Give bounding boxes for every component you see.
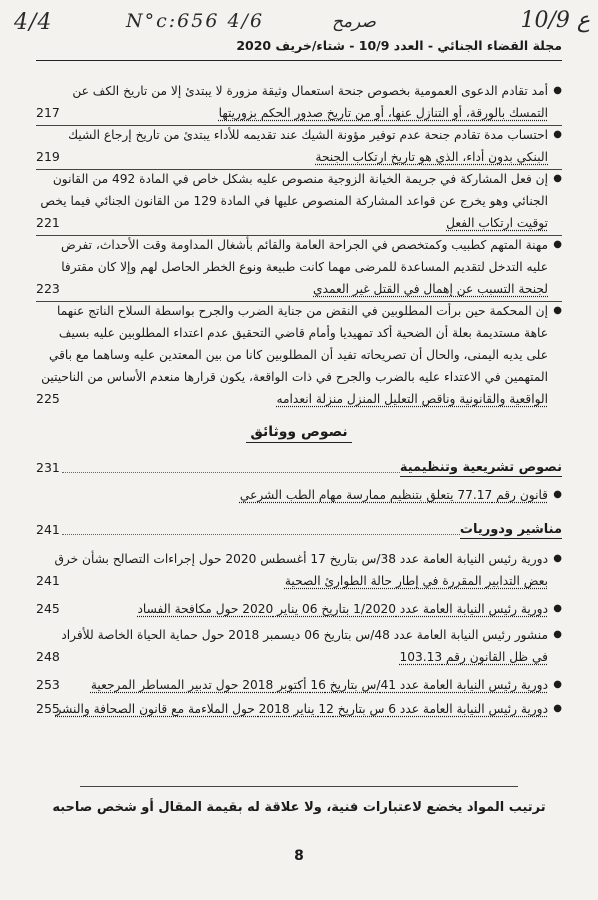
entry-line: على يديه اليمنى، والحال أن تصريحاته تفيد أن المطلوبين كانا من بين المعتدين عليه وساهما مع باقي bbox=[48, 348, 548, 362]
entry-line: أمد تقادم الدعوى العمومية بخصوص جنحة استعمال وثيقة مزورة لا يبتدئ إلا من تاريخ الكف عن bbox=[72, 84, 548, 98]
bullet-icon: ● bbox=[553, 305, 562, 316]
entry-page: 241 bbox=[36, 573, 60, 588]
entry-line: دورية رئيس النيابة العامة عدد 6 س بتاريخ 12 يناير 2018 حول الملاءمة مع قانون الصحافة والنشر bbox=[55, 702, 548, 716]
entry-line: قانون رقم 77.17 يتعلق بتنظيم ممارسة مهام الطب الشرعي bbox=[239, 488, 548, 502]
running-header: مجلة القضاء الجنائي - العدد 10/9 - شتاء/خريف 2020 bbox=[36, 38, 562, 61]
bullet-icon: ● bbox=[553, 129, 562, 140]
toc-entry bbox=[36, 624, 562, 668]
bullet-icon: ● bbox=[553, 553, 562, 564]
page-number: 8 bbox=[294, 848, 304, 864]
entry-page: 221 bbox=[36, 215, 60, 230]
subsection-page: 231 bbox=[36, 460, 60, 475]
entry-line: البنكي بدون أداء، الذي هو تاريخ ارتكاب الجنحة bbox=[315, 150, 548, 164]
bullet-icon: ● bbox=[553, 489, 562, 500]
toc-entry bbox=[36, 548, 562, 592]
entry-page: 248 bbox=[36, 649, 60, 664]
entry-line: لجنحة التسبب عن إهمال في القتل غير العمدي bbox=[313, 282, 548, 296]
toc-entry bbox=[36, 168, 562, 234]
toc-entry bbox=[36, 484, 562, 506]
entry-line: دورية رئيس النيابة العامة عدد 41/س بتاريخ 16 أكتوبر 2018 حول تدبير المساطر المرجعية bbox=[90, 678, 548, 692]
subsection-title: نصوص تشريعية وتنظيمية bbox=[399, 460, 562, 475]
footer-note: ترتيب المواد يخضع لاعتبارات فنية، ولا علاقة له بقيمة المقال أو شخص صاحبه bbox=[52, 800, 546, 815]
bullet-icon: ● bbox=[553, 629, 562, 640]
entry-line: احتساب مدة تقادم جنحة عدم توفير مؤونة الشيك عند تقديمه للأداء يبتدئ من تاريخ إرجاع الشيك bbox=[68, 128, 548, 142]
toc-entry bbox=[36, 674, 562, 696]
entry-line: توقيت ارتكاب الفعل bbox=[446, 216, 548, 230]
toc-entry bbox=[36, 80, 562, 124]
section-title: نصوص ووثائق bbox=[36, 424, 562, 440]
bullet-icon: ● bbox=[553, 85, 562, 96]
entry-line: إن المحكمة حين برأت المطلوبين في النقض من جناية الضرب والجرح بواسطة السلاح الناتج عنهما bbox=[56, 304, 548, 318]
entry-page: 225 bbox=[36, 391, 60, 406]
handwritten-word: صرمح bbox=[332, 12, 376, 32]
entry-page: 245 bbox=[36, 601, 60, 616]
bullet-icon: ● bbox=[553, 679, 562, 690]
handwritten-code: N°c:656 4/6 bbox=[126, 10, 265, 32]
entry-line: الجنائي وهو يخرج عن قواعد المشاركة المنصوص عليها في المادة 129 من القانون الجنائي فيما يخص bbox=[40, 194, 548, 208]
subsection-heading-legislative bbox=[36, 460, 562, 475]
entry-page: 219 bbox=[36, 149, 60, 164]
toc-entry bbox=[36, 234, 562, 300]
handwritten-date: 10/9 ع bbox=[520, 8, 590, 33]
subsection-title: مناشير ودوريات bbox=[459, 522, 562, 537]
entry-line: عاهة مستديمة بعلة أن الضحية أكد تمهيديا وأمام قاضي التحقيق عدم اعتداء المطلوبين عليه بسيف bbox=[58, 326, 548, 340]
entry-line: دورية رئيس النيابة العامة عدد 1/2020 بتاريخ 06 يناير 2020 حول مكافحة الفساد bbox=[137, 602, 548, 616]
entry-page: 217 bbox=[36, 105, 60, 120]
handwritten-fraction: 4/4 bbox=[14, 10, 53, 35]
entry-line: عليه التدخل لتقديم المساعدة للمرضى مهما كانت طبيعة ونوع الخطر الحاصل لهم وإلا كان مقترفا bbox=[61, 260, 548, 274]
bullet-icon: ● bbox=[553, 603, 562, 614]
entry-line: التمسك بالورقة، أو التنازل عنها، أو من تاريخ صدور الحكم بزوريتها bbox=[218, 106, 548, 120]
entry-line: مهنة المتهم كطبيب وكمتخصص في الجراحة العامة والقائم بأشغال المداومة وقت الأحداث، تفرض bbox=[61, 238, 548, 252]
entry-line: بعض التدابير المقررة في إطار حالة الطوارئ الصحية bbox=[284, 574, 548, 588]
entry-line: إن فعل المشاركة في جريمة الخيانة الزوجية منصوص عليه بشكل خاص في المادة 492 من القانون bbox=[52, 172, 548, 186]
footer-divider bbox=[80, 786, 518, 787]
entry-line: منشور رئيس النيابة العامة عدد 48/س بتاريخ 06 ديسمبر 2018 حول حماية الحياة الخاصة للأفراد bbox=[61, 628, 548, 642]
toc-entry bbox=[36, 300, 562, 410]
entry-line: المتهمين في الاعتداء عليه بالضرب والجرح في ذات الواقعة، يكون قرارها منعدم الأساس من الناحيتين bbox=[41, 370, 548, 384]
subsection-page: 241 bbox=[36, 522, 60, 537]
entry-page: 223 bbox=[36, 281, 60, 296]
entry-line: الواقعية والقانونية وناقص التعليل المنزل منزلة انعدامه bbox=[276, 392, 548, 406]
bullet-icon: ● bbox=[553, 239, 562, 250]
entry-line: في ظل القانون رقم 103.13 bbox=[399, 650, 548, 664]
toc-entry bbox=[36, 124, 562, 168]
bullet-icon: ● bbox=[553, 703, 562, 714]
entry-page: 255 bbox=[36, 701, 60, 716]
entry-page: 253 bbox=[36, 677, 60, 692]
toc-entry bbox=[36, 698, 562, 720]
entry-line: دورية رئيس النيابة العامة عدد 38/س بتاريخ 17 أغسطس 2020 حول إجراءات التصالح بشأن خرق bbox=[54, 552, 548, 566]
subsection-heading-circulars bbox=[36, 522, 562, 537]
bullet-icon: ● bbox=[553, 173, 562, 184]
toc-entry bbox=[36, 598, 562, 620]
